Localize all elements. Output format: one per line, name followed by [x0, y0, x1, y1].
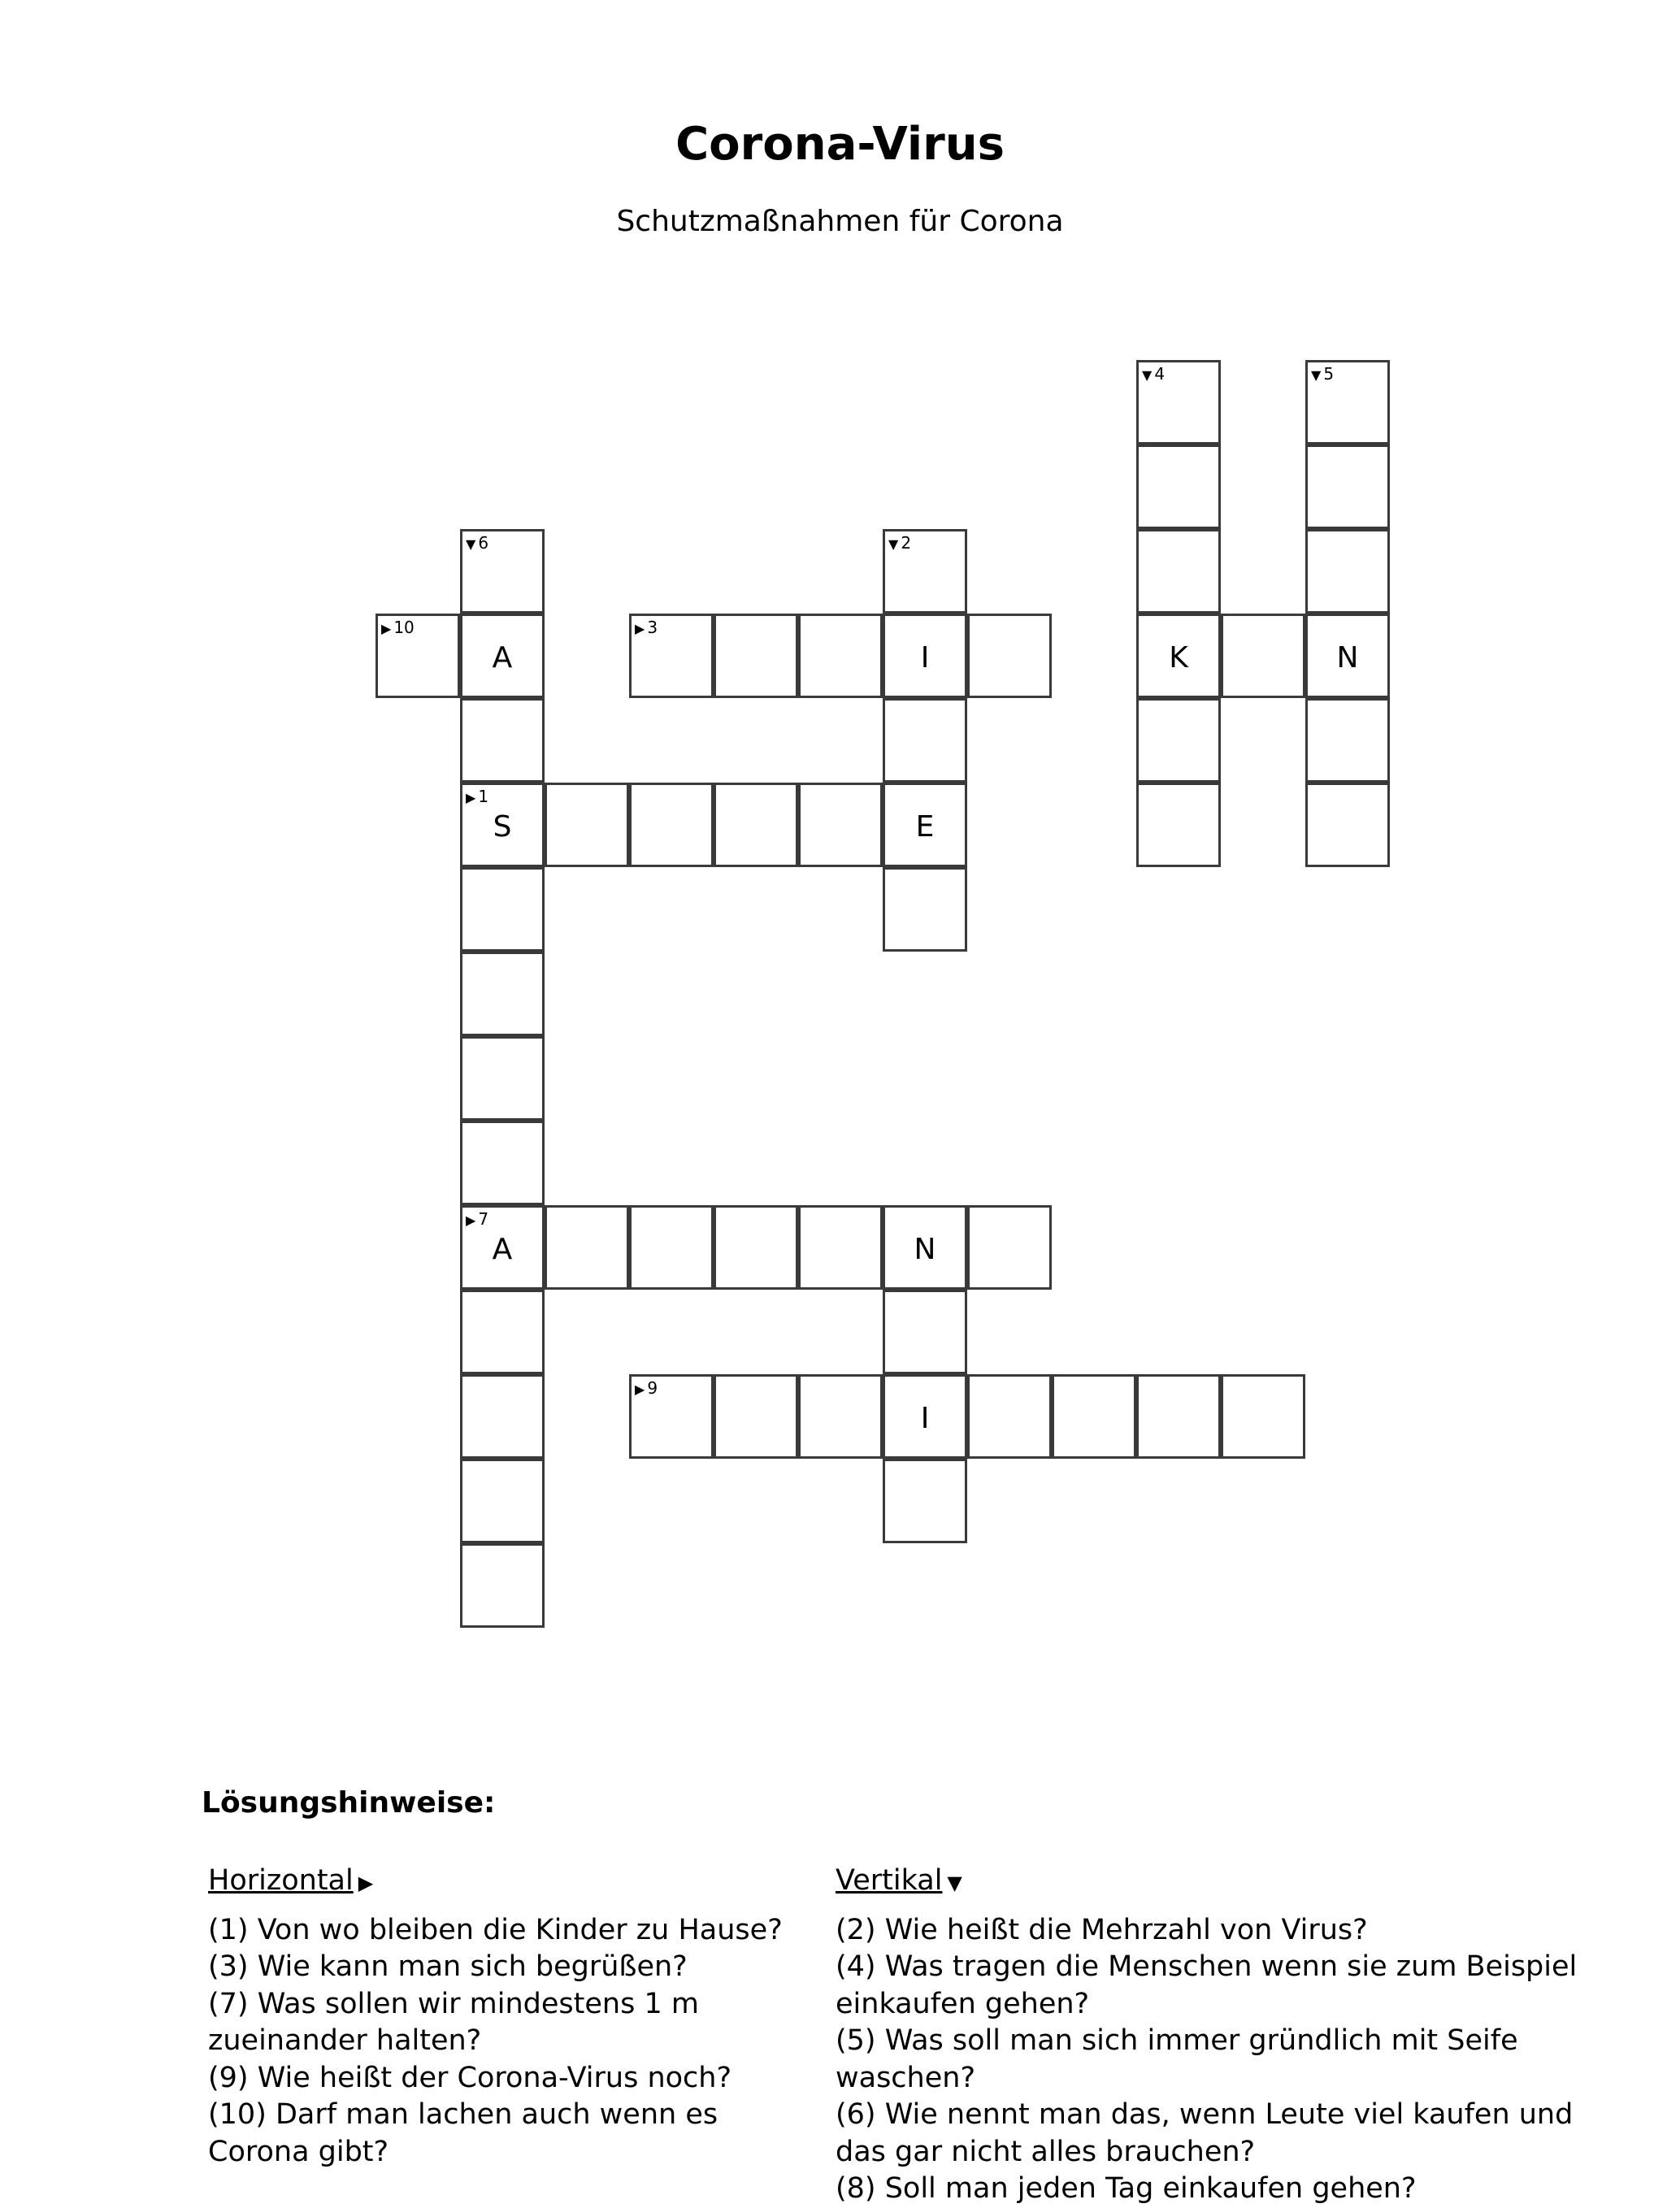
- down-arrow-icon: ▼: [466, 536, 476, 552]
- clue-down-4: (4) Was tragen die Menschen wenn sie zum Beispiel einkaufen gehen?: [836, 1950, 1578, 2020]
- clue-down-2: (2) Wie heißt die Mehrzahl von Virus?: [836, 1913, 1368, 1946]
- clue-number: [1142, 364, 1165, 385]
- page-subtitle: Schutzmaßnahmen für Corona: [616, 205, 1064, 238]
- crossword-cell[interactable]: [1136, 445, 1221, 529]
- crossword-cell[interactable]: [798, 1374, 883, 1459]
- clue-down-6: (6) Wie nennt man das, wenn Leute viel kaufen und das gar nicht alles brauchen?: [836, 2098, 1574, 2168]
- right-arrow-icon: ▶: [466, 1212, 476, 1228]
- cell-letter: I: [920, 1401, 930, 1435]
- horizontal-clues: [208, 1863, 826, 2171]
- crossword-cell[interactable]: [883, 1205, 967, 1290]
- crossword-cell[interactable]: [460, 1290, 545, 1374]
- right-arrow-icon: ▶: [466, 790, 476, 805]
- crossword-cell[interactable]: [629, 1205, 714, 1290]
- crossword-cell[interactable]: [460, 614, 545, 698]
- crossword-cell[interactable]: [629, 614, 714, 698]
- clue-number-label: 5: [1323, 364, 1335, 384]
- crossword-cell[interactable]: [883, 529, 967, 614]
- crossword-cell[interactable]: [967, 1205, 1052, 1290]
- clue-number: [1311, 364, 1334, 385]
- crossword-cell[interactable]: [883, 1459, 967, 1543]
- cell-letter: K: [1169, 640, 1188, 675]
- crossword-cell[interactable]: [1305, 698, 1390, 783]
- clue-across-1: (1) Von wo bleiben die Kinder zu Hause?: [208, 1913, 783, 1946]
- right-arrow-icon: ▶: [635, 1382, 645, 1397]
- horizontal-heading-label: Horizontal: [208, 1864, 354, 1897]
- crossword-cell[interactable]: [460, 1205, 545, 1290]
- clue-number-label: 6: [478, 533, 489, 553]
- clue-number-label: 1: [478, 787, 489, 806]
- clue-across-7: (7) Was sollen wir mindestens 1 m zueinander halten?: [208, 1987, 699, 2057]
- crossword-cell[interactable]: [1305, 360, 1390, 445]
- vertical-heading: [836, 1863, 1583, 1902]
- crossword-cell[interactable]: [460, 1121, 545, 1205]
- down-arrow-icon: ▼: [1311, 367, 1322, 383]
- crossword-cell[interactable]: [883, 867, 967, 952]
- clue-across-3: (3) Wie kann man sich begrüßen?: [208, 1950, 688, 1983]
- right-arrow-icon: ▶: [381, 621, 392, 636]
- crossword-cell[interactable]: [714, 783, 798, 867]
- vertical-clues: [836, 1863, 1583, 2208]
- down-arrow-icon: ▼: [1142, 367, 1153, 383]
- crossword-cell[interactable]: [460, 1543, 545, 1628]
- crossword-cell[interactable]: [1305, 783, 1390, 867]
- crossword-cell[interactable]: [1136, 783, 1221, 867]
- clue-down-5: (5) Was soll man sich immer gründlich mit Seife waschen?: [836, 2024, 1518, 2094]
- crossword-cell[interactable]: [1305, 445, 1390, 529]
- crossword-cell[interactable]: [1305, 529, 1390, 614]
- crossword-cell[interactable]: [1136, 1374, 1221, 1459]
- crossword-cell[interactable]: [545, 1205, 629, 1290]
- crossword-cell[interactable]: [460, 867, 545, 952]
- crossword-cell[interactable]: [1052, 1374, 1136, 1459]
- clue-number-label: 3: [647, 618, 658, 637]
- clue-number: [381, 618, 415, 639]
- crossword-cell[interactable]: [883, 614, 967, 698]
- clue-down-8: (8) Soll man jeden Tag einkaufen gehen?: [836, 2172, 1417, 2205]
- clue-across-9: (9) Wie heißt der Corona-Virus noch?: [208, 2061, 732, 2094]
- clue-number-label: 9: [647, 1378, 658, 1398]
- down-arrow-icon: ▼: [888, 536, 899, 552]
- crossword-cell[interactable]: [545, 783, 629, 867]
- clue-number: [888, 533, 911, 554]
- crossword-cell[interactable]: [629, 783, 714, 867]
- crossword-cell[interactable]: [1221, 614, 1305, 698]
- crossword-cell[interactable]: [1136, 698, 1221, 783]
- crossword-cell[interactable]: [460, 1459, 545, 1543]
- cell-letter: N: [914, 1232, 936, 1266]
- crossword-cell[interactable]: [1305, 614, 1390, 698]
- cell-letter: A: [492, 1232, 513, 1266]
- clue-across-10: (10) Darf man lachen auch wenn es Corona gibt?: [208, 2098, 718, 2168]
- crossword-cell[interactable]: [883, 783, 967, 867]
- crossword-cell[interactable]: [460, 529, 545, 614]
- crossword-cell[interactable]: [798, 783, 883, 867]
- crossword-cell[interactable]: [714, 1374, 798, 1459]
- clue-number-label: 2: [901, 533, 912, 553]
- crossword-cell[interactable]: [1136, 614, 1221, 698]
- crossword-cell[interactable]: [460, 1374, 545, 1459]
- right-arrow-icon: ▶: [358, 1872, 374, 1894]
- crossword-cell[interactable]: [798, 614, 883, 698]
- clue-number: [635, 618, 658, 639]
- hints-title: Lösungshinweise:: [202, 1786, 496, 1820]
- crossword-cell[interactable]: [1221, 1374, 1305, 1459]
- crossword-cell[interactable]: [883, 1374, 967, 1459]
- clue-number-label: 7: [478, 1209, 489, 1229]
- right-arrow-icon: ▶: [635, 621, 645, 636]
- crossword-cell[interactable]: [714, 1205, 798, 1290]
- crossword-cell[interactable]: [460, 783, 545, 867]
- crossword-cell[interactable]: [1136, 360, 1221, 445]
- clue-number-label: 10: [393, 618, 415, 637]
- cell-letter: S: [493, 809, 512, 844]
- crossword-cell[interactable]: [883, 1290, 967, 1374]
- crossword-cell[interactable]: [967, 1374, 1052, 1459]
- crossword-cell[interactable]: [967, 614, 1052, 698]
- cell-letter: A: [492, 640, 513, 675]
- crossword-cell[interactable]: [460, 1036, 545, 1121]
- cell-letter: I: [920, 640, 930, 675]
- clue-number: [635, 1378, 658, 1399]
- cell-letter: E: [915, 809, 935, 844]
- down-arrow-icon: ▼: [947, 1872, 962, 1894]
- page-title: Corona-Virus: [675, 118, 1005, 171]
- clue-number-label: 4: [1154, 364, 1166, 384]
- crossword-cell[interactable]: [629, 1374, 714, 1459]
- crossword-cell[interactable]: [460, 952, 545, 1036]
- clue-number: [466, 533, 488, 554]
- crossword-cell[interactable]: [883, 698, 967, 783]
- horizontal-heading: [208, 1863, 826, 1902]
- crossword-cell[interactable]: [1136, 529, 1221, 614]
- crossword-cell[interactable]: [376, 614, 460, 698]
- crossword-cell[interactable]: [714, 614, 798, 698]
- crossword-cell[interactable]: [460, 698, 545, 783]
- crossword-cell[interactable]: [798, 1205, 883, 1290]
- vertical-heading-label: Vertikal: [836, 1864, 943, 1897]
- cell-letter: N: [1336, 640, 1359, 675]
